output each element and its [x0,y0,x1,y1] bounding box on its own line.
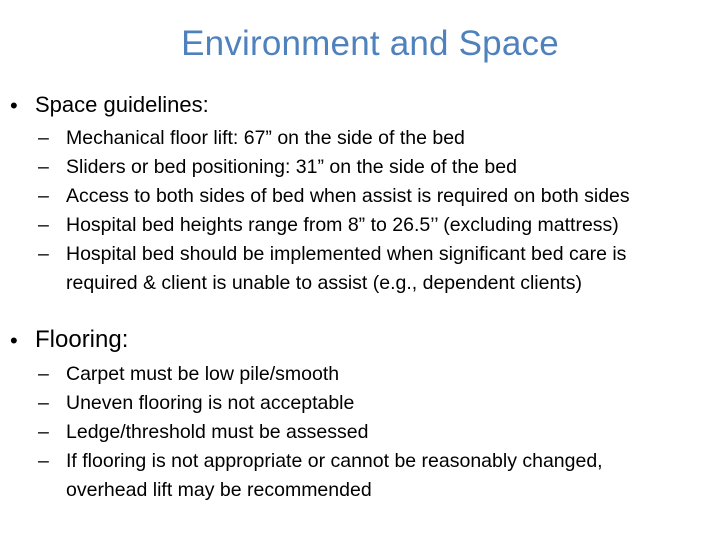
dash-icon: – [38,450,49,472]
list-item [0,124,720,153]
section-flooring [0,324,720,505]
list-item-text: Hospital bed heights range from 8” to 26.5’’ (excluding mattress) [66,214,619,236]
list-item-text: Uneven flooring is not acceptable [66,392,355,414]
list-item-text: Mechanical floor lift: 67” on the side of the bed [66,127,465,149]
page-title: Environment and Space [181,24,559,63]
dash-icon: – [38,214,49,236]
list-item [0,153,720,182]
list-item [0,447,720,505]
dash-icon: – [38,363,49,385]
section-heading: Space guidelines: [35,92,209,117]
list-item [0,240,720,298]
bullet-icon: • [10,328,18,353]
dash-icon: – [38,421,49,443]
list-item-text-continued: overhead lift may be recommended [66,479,372,501]
bullet-icon: • [10,93,18,118]
sub-list [0,124,720,298]
dash-icon: – [38,127,49,149]
list-item [0,389,720,418]
list-item-text: Carpet must be low pile/smooth [66,363,340,385]
list-item-text: If flooring is not appropriate or cannot be reasonably changed, [66,450,603,472]
list-item [0,418,720,447]
list-item-text-continued: required & client is unable to assist (e.g., dependent clients) [66,272,582,294]
list-item-text: Ledge/threshold must be assessed [66,421,369,443]
bullet-heading-row [0,324,720,356]
list-item [0,360,720,389]
section-space-guidelines [0,90,720,298]
dash-icon: – [38,392,49,414]
dash-icon: – [38,185,49,207]
sub-list [0,360,720,505]
dash-icon: – [38,156,49,178]
dash-icon: – [38,243,49,265]
list-item-text: Access to both sides of bed when assist is required on both sides [66,185,630,207]
list-item-text: Hospital bed should be implemented when significant bed care is [66,243,627,265]
list-item [0,182,720,211]
bullet-heading-row [0,90,720,122]
list-item-text: Sliders or bed positioning: 31” on the side of the bed [66,156,517,178]
list-item [0,211,720,240]
section-heading: Flooring: [35,326,129,353]
